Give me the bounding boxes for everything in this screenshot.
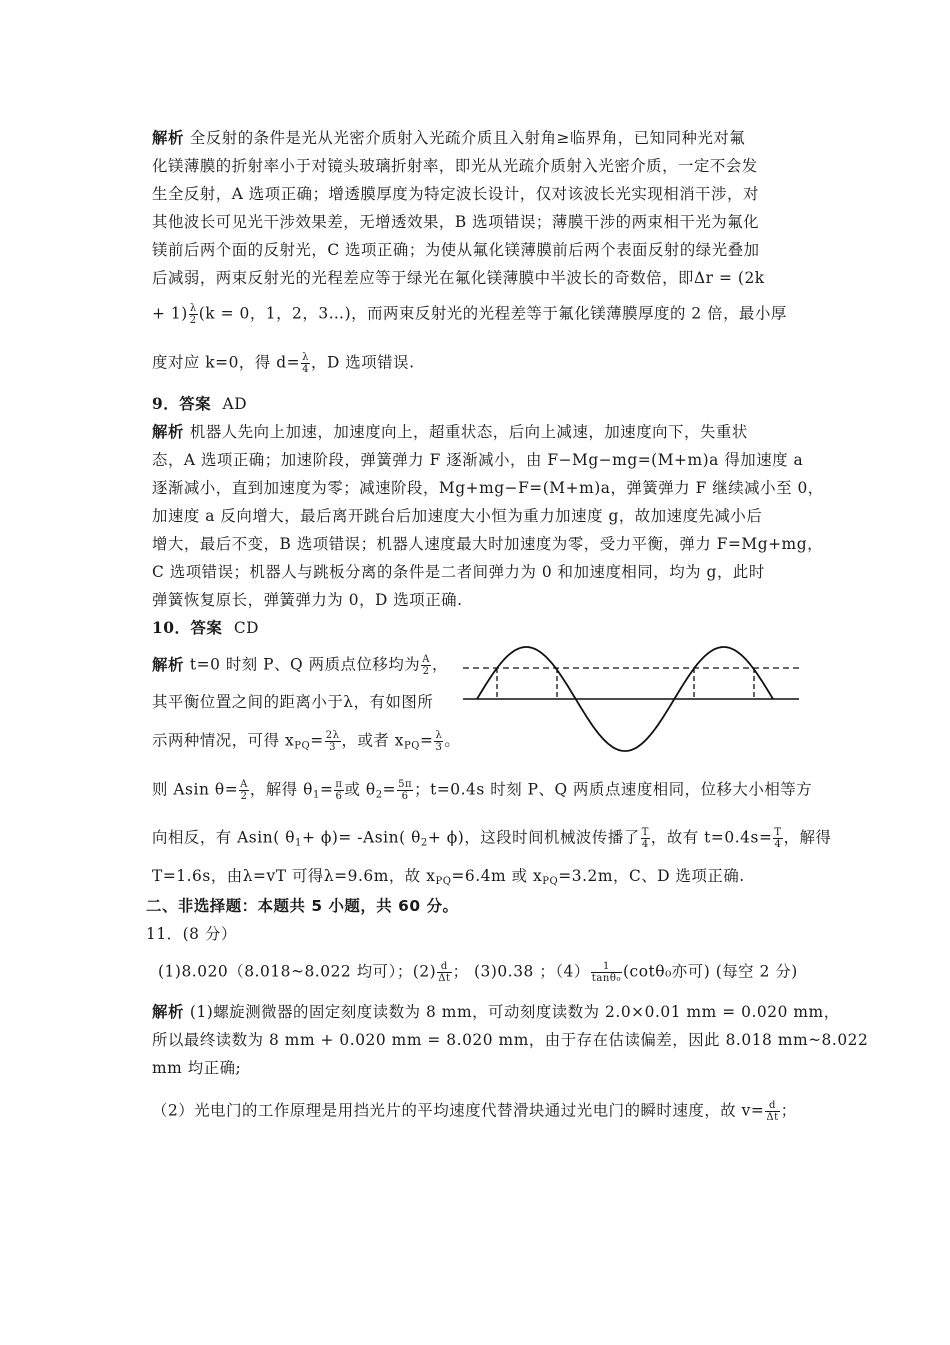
fraction	[421, 654, 431, 677]
fraction	[397, 779, 413, 802]
analysis-line: 逐渐减小，直到加速度为零；减速阶段，Mg+mg−F=(M+m)a，弹簧弹力 F 继续减小至 0，	[152, 479, 824, 497]
analysis-line: 其平衡位置之间的距离小于λ，有如图所	[152, 693, 434, 711]
analysis-line	[152, 866, 745, 892]
analysis-line	[152, 128, 745, 148]
frac-den: 3	[435, 742, 443, 753]
subscript: PQ	[542, 876, 559, 887]
text: =	[310, 731, 324, 750]
question-number: 10．	[152, 619, 191, 637]
analysis-line	[152, 779, 812, 806]
frac-den: tanθ₀	[591, 973, 621, 984]
text: ；t=0.4s 时刻 P、Q 两质点速度相同，位移大小相等方	[414, 780, 813, 799]
q11-answer-line	[158, 961, 798, 984]
frac-den: 2	[189, 315, 197, 326]
frac-num: 5π	[398, 779, 413, 790]
analysis-line: mm 均正确;	[152, 1059, 242, 1077]
q11-number: 11．(8 分）	[146, 925, 237, 943]
subscript: 1	[313, 789, 320, 801]
frac-den: 3	[329, 742, 337, 753]
frac-den: 4	[774, 839, 782, 850]
fraction	[334, 779, 343, 802]
fraction	[325, 730, 341, 753]
frac-den: 4	[302, 364, 310, 375]
fraction	[765, 1100, 779, 1123]
text: ，D 选项错误.	[311, 353, 415, 372]
analysis-label: 解析	[152, 1003, 184, 1021]
text: (1)8.020（8.018~8.022 均可）；(2)	[158, 962, 437, 981]
text: (1)螺旋测微器的固定刻度读数为 8 mm，可动刻度读数为 2.0×0.01 mm = 0.020 mm，	[189, 1003, 840, 1021]
frac-num: λ	[302, 352, 310, 363]
frac-den: 4	[641, 839, 649, 850]
text: ； (3)0.38 ；（4）	[452, 962, 590, 981]
text: ；	[780, 1101, 797, 1120]
analysis-line: 后减弱，两束反射光的光程差应等于绿光在氟化镁薄膜中半波长的奇数倍，即Δr = (2k	[152, 269, 765, 287]
fraction	[641, 827, 650, 850]
text: ，或者 x	[341, 731, 404, 750]
text: （2）光电门的工作原理是用挡光片的平均速度代替滑块通过光电门的瞬时速度，故 v=	[152, 1101, 765, 1120]
frac-den: 6	[335, 791, 343, 802]
analysis-line: 其他波长可见光干涉效果差，无增透效果，B 选项错误；薄膜干涉的两束相干光为氟化	[152, 213, 760, 231]
frac-num: π	[335, 779, 343, 790]
text: 。	[444, 731, 461, 750]
text: (cotθ₀亦可) (每空 2 分)	[623, 962, 798, 981]
text: =	[420, 731, 434, 750]
frac-num: 1	[591, 961, 622, 973]
analysis-line: 镁前后两个面的反射光，C 选项正确；为使从氟化镁薄膜前后两个表面反射的绿光叠加	[152, 241, 760, 259]
frac-num: A	[240, 779, 248, 790]
answer-label: 答案	[179, 395, 212, 413]
subscript: PQ	[404, 740, 421, 752]
frac-num: λ	[189, 303, 197, 314]
frac-den: 2	[422, 666, 430, 677]
analysis-line: 态，A 选项正确；加速阶段，弹簧弹力 F 逐渐减小，由 F−Mg−mg=(M+m)a 得加速度 a	[152, 451, 804, 469]
subscript: 1	[295, 837, 302, 849]
text: ，故有 t=0.4s=	[650, 828, 773, 847]
text: 则 Asin θ=	[152, 780, 239, 799]
analysis-line	[152, 1100, 797, 1123]
analysis-line	[152, 352, 415, 375]
text: 或 θ	[344, 780, 376, 799]
q10-answer-line	[152, 618, 259, 638]
frac-num: T	[774, 827, 782, 838]
text: + ϕ)，这段时间机械波传播了	[427, 828, 640, 847]
fraction	[239, 779, 249, 802]
q9-answer-line	[152, 394, 247, 414]
frac-num: λ	[435, 730, 443, 741]
sine-wave-svg	[463, 646, 799, 762]
text: ，解得	[783, 828, 832, 847]
frac-num: T	[641, 827, 649, 838]
analysis-line	[152, 422, 748, 442]
fraction	[591, 961, 622, 984]
frac-den: 6	[401, 791, 409, 802]
text: t=0 时刻 P、Q 两质点位移均为	[189, 655, 421, 674]
text: 度对应 k=0，得 d=	[152, 353, 301, 372]
frac-num: A	[422, 654, 431, 665]
analysis-line: 加速度 a 反向增大，最后离开跳台后加速度大小恒为重力加速度 g，故加速度先减小后	[152, 507, 763, 525]
text: 机器人先向上加速，加速度向上，超重状态，后向上减速，加速度向下，失重状	[189, 423, 748, 441]
answer-value: AD	[222, 395, 248, 413]
analysis-line	[152, 1002, 840, 1022]
frac-den: Δt	[438, 973, 451, 984]
analysis-line	[152, 730, 460, 757]
frac-num: d	[765, 1100, 779, 1112]
subscript: 2	[420, 837, 428, 849]
analysis-line	[152, 827, 831, 854]
text: 全反射的条件是光从光密介质射入光疏介质且入射角≥临界角，已知同种光对氟	[189, 129, 746, 147]
fraction	[773, 827, 782, 850]
fraction	[437, 961, 451, 984]
analysis-label: 解析	[152, 129, 184, 147]
question-number: 9．	[152, 395, 180, 413]
fraction	[301, 352, 310, 375]
text: + 1)	[152, 304, 188, 323]
subscript: PQ	[294, 740, 311, 752]
analysis-line: 增大，最后不变，B 选项错误；机器人速度最大时加速度为零，受力平衡，弹力 F=Mg+mg，	[152, 535, 824, 553]
text: =6.4m 或 x	[451, 867, 543, 885]
section-heading: 二、非选择题：本题共 5 小题，共 60 分。	[146, 897, 459, 915]
frac-den: 2	[240, 791, 248, 802]
fraction	[434, 730, 443, 753]
analysis-line	[152, 654, 448, 677]
text: 示两种情况，可得 x	[152, 731, 295, 750]
frac-num: 2λ	[325, 730, 340, 741]
analysis-line: C 选项错误；机器人与跳板分离的条件是二者间弹力为 0 和加速度相同，均为 g，此时	[152, 563, 765, 581]
text: 向相反，有 Asin( θ	[152, 828, 296, 847]
text: ，解得 θ	[249, 780, 314, 799]
analysis-line: 生全反射，A 选项正确；增透膜厚度为特定波长设计，仅对该波长光实现相消干涉，对	[152, 185, 759, 203]
text: ，	[432, 655, 448, 674]
analysis-label: 解析	[152, 655, 184, 674]
subscript: PQ	[435, 876, 452, 887]
text: (k = 0，1，2，3…)，而两束反射光的光程差等于氟化镁薄膜厚度的 2 倍，最小厚	[198, 304, 787, 323]
sine-wave-figure	[463, 646, 799, 762]
text: =	[382, 780, 397, 799]
text: T=1.6s，由λ=vT 可得λ=9.6m，故 x	[152, 867, 436, 885]
fraction	[189, 303, 198, 326]
analysis-label: 解析	[152, 423, 184, 441]
answer-label: 答案	[190, 619, 223, 637]
analysis-line: 弹簧恢复原长，弹簧弹力为 0，D 选项正确.	[152, 591, 463, 609]
analysis-line	[152, 303, 787, 326]
frac-num: d	[437, 961, 451, 973]
text: =	[319, 780, 334, 799]
analysis-line: 所以最终读数为 8 mm + 0.020 mm = 8.020 mm，由于存在估读偏差，因此 8.018 mm~8.022	[152, 1031, 869, 1049]
analysis-line: 化镁薄膜的折射率小于对镜头玻璃折射率，即光从光疏介质射入光密介质，一定不会发	[152, 157, 758, 175]
frac-den: Δt	[766, 1112, 779, 1123]
answer-value: CD	[233, 619, 260, 637]
subscript: 2	[375, 789, 383, 801]
text: + ϕ)= -Asin( θ	[301, 828, 421, 847]
text: =3.2m，C、D 选项正确.	[558, 867, 745, 885]
